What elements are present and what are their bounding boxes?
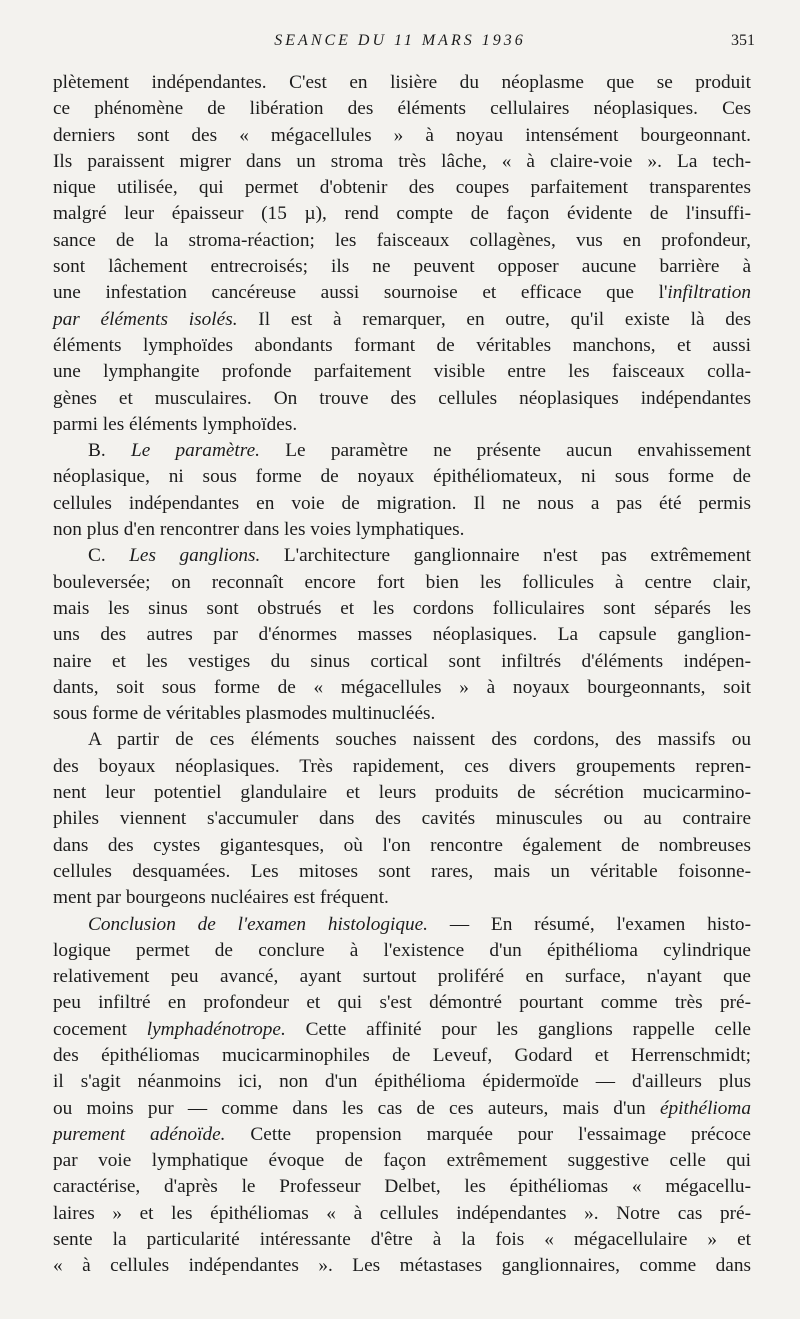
line-text: plètement indépendantes. C'est en lisière du néoplasme que se produit xyxy=(53,72,751,93)
line-text: nique utilisée, qui permet d'obtenir des coupes parfaitement transparentes xyxy=(53,177,751,199)
italic-text: Le paramètre. xyxy=(130,440,260,462)
line-text: des boyaux néoplasiques. Très rapidement, ces divers groupements repren- xyxy=(53,755,751,777)
text-line xyxy=(53,201,751,227)
line-text: cocement xyxy=(53,1018,147,1040)
line-text: relativement peu avancé, ayant surtout proliféré en surface, n'ayant que xyxy=(53,966,751,988)
line-text: non plus d'en rencontrer dans les voies lymphatiques. xyxy=(53,519,465,541)
text-line xyxy=(53,727,751,753)
line-text: parmi les éléments lymphoïdes. xyxy=(53,413,298,435)
italic-text: épithélioma xyxy=(659,1097,751,1119)
line-text: derniers sont des « mégacellules » à noyau intensément bourgeonnant. xyxy=(53,124,751,146)
line-text: Ils paraissent migrer dans un stroma très lâche, « à claire-voie ». La tech- xyxy=(53,150,751,172)
text-line xyxy=(53,438,751,464)
text-line xyxy=(53,412,751,438)
italic-text: infiltration xyxy=(667,282,751,304)
line-text: L'architecture ganglionnaire n'est pas extrêmement xyxy=(260,545,751,567)
text-line xyxy=(53,254,751,280)
line-text: Le paramètre ne présente aucun envahissement xyxy=(259,440,751,462)
line-text: caractérise, d'après le Professeur Delbet, les épithéliomas « mégacellu- xyxy=(53,1176,751,1198)
italic-text: Conclusion de l'examen histologique. xyxy=(88,913,428,935)
line-text: peu infiltré en profondeur et qui s'est démontré pourtant comme très pré- xyxy=(53,992,751,1014)
running-title: SEANCE DU 11 MARS 1936 xyxy=(274,32,526,49)
line-text: ce phénomène de libération des éléments cellulaires néoplasiques. Ces xyxy=(53,98,751,120)
text-line xyxy=(53,123,751,149)
line-text: cellules indépendantes en voie de migration. Il ne nous a pas été permis xyxy=(53,492,751,514)
text-line xyxy=(53,859,751,885)
text-line xyxy=(53,228,751,254)
line-text: mais les sinus sont obstrués et les cordons folliculaires sont séparés les xyxy=(53,597,751,619)
text-line xyxy=(53,464,751,490)
text-line xyxy=(53,1017,751,1043)
line-text: sous forme de véritables plasmodes multinucléés. xyxy=(53,703,436,725)
text-line xyxy=(53,833,751,859)
line-text: il s'agit néanmoins ici, non d'un épithélioma épidermoïde — d'ailleurs plus xyxy=(53,1071,751,1093)
line-text: A partir de ces éléments souches naissent des cordons, des massifs ou xyxy=(88,729,751,751)
text-line xyxy=(53,1253,751,1279)
line-text: dans des cystes gigantesques, où l'on rencontre également de nombreuses xyxy=(53,834,751,856)
line-text: par voie lymphatique évoque de façon extrêmement suggestive celle qui xyxy=(53,1150,751,1172)
text-line xyxy=(53,675,751,701)
italic-text: lymphadénotrope. xyxy=(146,1018,286,1040)
page-number: 351 xyxy=(731,32,755,49)
line-text: sance de la stroma-réaction; les faisceaux collagènes, vus en profondeur, xyxy=(53,229,751,251)
text-line xyxy=(53,1148,751,1174)
text-line xyxy=(53,70,751,96)
text-line xyxy=(53,806,751,832)
text-line xyxy=(53,359,751,385)
line-text: naire et les vestiges du sinus cortical sont infiltrés d'éléments indépen- xyxy=(53,650,751,672)
text-line xyxy=(53,570,751,596)
line-text: sente la particularité intéressante d'être à la fois « mégacellulaire » et xyxy=(53,1229,751,1251)
line-text: ou moins pur — comme dans les cas de ces auteurs, mais d'un xyxy=(53,1097,660,1119)
line-text: une lymphangite profonde parfaitement visible entre les faisceaux colla- xyxy=(53,361,751,383)
line-text: cellules desquamées. Les mitoses sont rares, mais un véritable foisonne- xyxy=(53,860,751,882)
line-text: Il est à remarquer, en outre, qu'il existe là des xyxy=(237,308,751,330)
line-text: ment par bourgeons nucléaires est fréquent. xyxy=(53,887,389,909)
text-line xyxy=(53,780,751,806)
text-line xyxy=(53,885,751,911)
italic-text: purement adénoïde. xyxy=(53,1123,226,1145)
line-text: sont lâchement entrecroisés; ils ne peuvent opposer aucune barrière à xyxy=(53,256,751,278)
text-line xyxy=(53,964,751,990)
line-text: logique permet de conclure à l'existence d'un épithélioma cylindrique xyxy=(53,939,751,961)
line-text: laires » et les épithéliomas « à cellules indépendantes ». Notre cas pré- xyxy=(53,1202,751,1224)
text-line xyxy=(53,701,751,727)
line-text: C. xyxy=(88,545,130,567)
text-line xyxy=(53,543,751,569)
line-text: malgré leur épaisseur (15 µ), rend compte de façon évidente de l'insuffi- xyxy=(53,203,751,225)
text-line xyxy=(53,938,751,964)
line-text: Cette affinité pour les ganglions rappelle celle xyxy=(285,1018,751,1040)
text-line xyxy=(53,990,751,1016)
line-text: une infestation cancéreuse aussi sournoise et efficace que l' xyxy=(53,282,668,304)
text-line xyxy=(53,1201,751,1227)
text-line xyxy=(53,517,751,543)
text-line xyxy=(53,175,751,201)
italic-text: par éléments isolés. xyxy=(53,308,238,330)
text-line xyxy=(53,307,751,333)
body-text xyxy=(53,70,751,1280)
line-text: philes viennent s'accumuler dans des cavités minuscules ou au contraire xyxy=(53,808,751,830)
line-text: — En résumé, l'examen histo- xyxy=(428,913,751,935)
text-line xyxy=(53,1174,751,1200)
text-line xyxy=(53,649,751,675)
text-line xyxy=(53,912,751,938)
text-line xyxy=(53,1227,751,1253)
line-text: éléments lymphoïdes abondants formant de véritables manchons, et aussi xyxy=(53,334,751,356)
text-line xyxy=(53,622,751,648)
text-line xyxy=(53,333,751,359)
line-text: nent leur potentiel glandulaire et leurs produits de sécrétion mucicarmino- xyxy=(53,782,751,804)
text-line xyxy=(53,386,751,412)
text-line xyxy=(53,491,751,517)
text-line xyxy=(53,596,751,622)
text-line xyxy=(53,754,751,780)
text-line xyxy=(53,1122,751,1148)
italic-text: Les ganglions. xyxy=(129,545,261,567)
line-text: néoplasique, ni sous forme de noyaux épithéliomateux, ni sous forme de xyxy=(53,466,751,488)
line-text: gènes et musculaires. On trouve des cellules néoplasiques indépendantes xyxy=(53,387,751,409)
line-text: des épithéliomas mucicarminophiles de Leveuf, Godard et Herrenschmidt; xyxy=(53,1044,751,1066)
line-text: Cette propension marquée pour l'essaimage précoce xyxy=(225,1123,751,1145)
line-text: B. xyxy=(88,440,131,462)
page-header xyxy=(0,32,800,56)
text-line xyxy=(53,149,751,175)
line-text: dants, soit sous forme de « mégacellules » à noyaux bourgeonnants, soit xyxy=(53,676,751,698)
text-line xyxy=(53,1069,751,1095)
text-line xyxy=(53,280,751,306)
text-line xyxy=(53,1043,751,1069)
line-text: uns des autres par d'énormes masses néoplasiques. La capsule ganglion- xyxy=(53,624,751,646)
text-line xyxy=(53,96,751,122)
line-text: « à cellules indépendantes ». Les métastases ganglionnaires, comme dans xyxy=(53,1255,751,1277)
text-line xyxy=(53,1096,751,1122)
line-text: bouleversée; on reconnaît encore fort bien les follicules à centre clair, xyxy=(53,571,751,593)
